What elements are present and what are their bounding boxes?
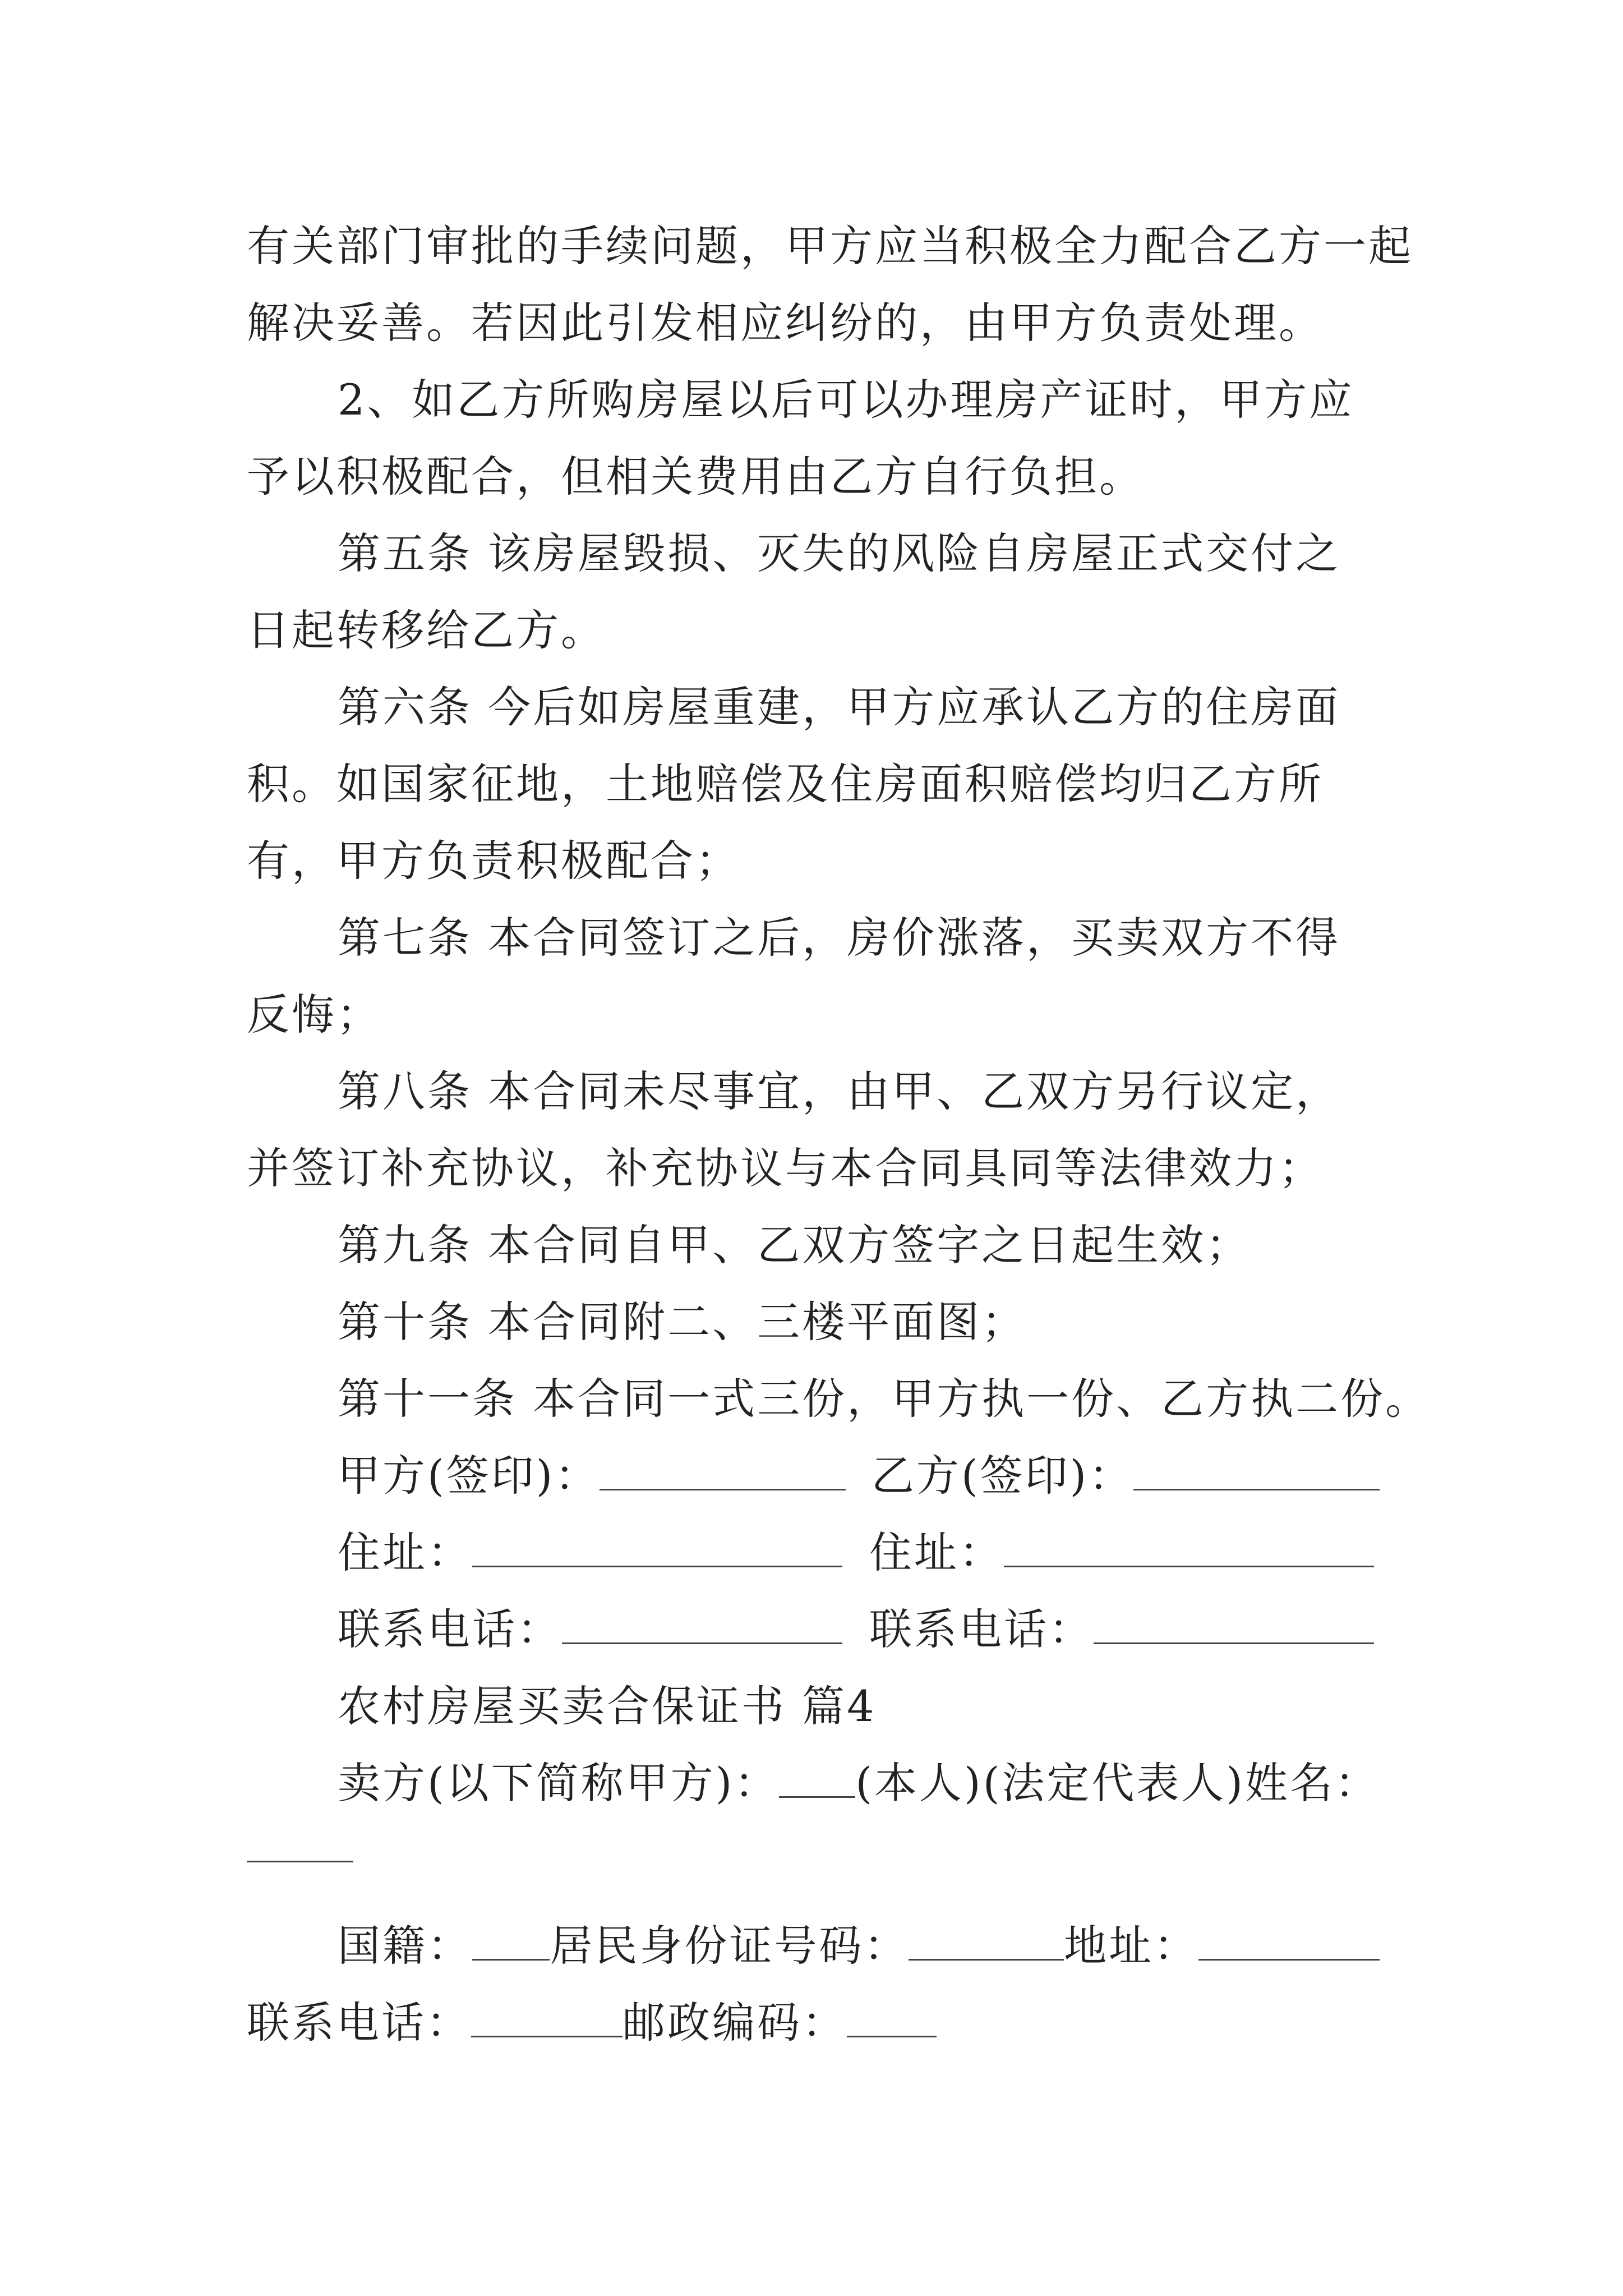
seller-label: 卖方(以下简称甲方)： xyxy=(338,1758,780,1808)
contact-phone-label: 联系电话： xyxy=(247,1998,471,2047)
paragraph-article-6: 第六条 今后如房屋重建，甲方应承认乙方的住房面积。如国家征地，土地赔偿及住房面积赔偿均归乙方所有，甲方负责积极配合； xyxy=(247,682,1341,886)
party-b-address-blank[interactable] xyxy=(1004,1529,1374,1567)
seller-line xyxy=(247,1745,1380,1821)
paragraph-article-5: 第五条 该房屋毁损、灭失的风险自房屋正式交付之日起转移给乙方。 xyxy=(247,528,1341,655)
paragraph-article-7: 第七条 本合同签订之后，房价涨落，买卖双方不得反悔； xyxy=(247,913,1341,1039)
party-b-phone-blank[interactable] xyxy=(1094,1605,1374,1644)
party-a-phone-label: 联系电话： xyxy=(338,1604,562,1654)
seller-name-label: (本人)(法定代表人)姓名： xyxy=(855,1758,1380,1808)
seller-name-blank[interactable] xyxy=(247,1855,353,1862)
party-b-sign-label: 乙方(签印)： xyxy=(871,1451,1134,1501)
document-body xyxy=(247,208,1431,2061)
id-number-label: 居民身份证号码： xyxy=(550,1921,909,1971)
paragraph-clause-2: 2、如乙方所购房屋以后可以办理房产证时，甲方应予以积极配合，但相关费用由乙方自行负担。 xyxy=(247,375,1354,501)
address-row xyxy=(247,1514,1380,1591)
nationality-label: 国籍： xyxy=(338,1921,472,1971)
paragraph-article-11: 第十一条 本合同一式三份，甲方执一份、乙方执二份。 xyxy=(338,1374,1431,1424)
party-b-address-label: 住址： xyxy=(869,1527,1004,1577)
party-b-phone-label: 联系电话： xyxy=(869,1604,1094,1654)
seller-blank[interactable] xyxy=(779,1759,855,1798)
paragraph-continued-line1: 有关部门审批的手续问题，甲方应当积极全力配合乙方一起 xyxy=(247,221,1413,271)
address-label: 地址： xyxy=(1064,1921,1199,1971)
party-a-sign-blank[interactable] xyxy=(600,1452,846,1490)
party-a-address-label: 住址： xyxy=(338,1527,472,1577)
party-a-sign-label: 甲方(签印)： xyxy=(338,1451,600,1501)
paragraph-continued-line2: 解决妥善。若因此引发相应纠纷的，由甲方负责处理。 xyxy=(247,298,1324,348)
paragraph-article-8: 第八条 本合同未尽事宜，由甲、乙双方另行议定，并签订补充协议，补充协议与本合同具同等法律效力； xyxy=(247,1066,1341,1193)
nationality-line xyxy=(247,1907,1380,1984)
address-blank[interactable] xyxy=(1198,1922,1380,1961)
party-a-phone-blank[interactable] xyxy=(562,1605,842,1644)
party-b-sign-blank[interactable] xyxy=(1133,1452,1380,1490)
party-a-address-blank[interactable] xyxy=(472,1529,842,1567)
postal-code-label: 邮政编码： xyxy=(623,1998,847,2047)
phone-row xyxy=(247,1591,1380,1668)
postal-code-blank[interactable] xyxy=(847,1999,937,2037)
paragraph-article-10: 第十条 本合同附二、三楼平面图； xyxy=(338,1297,1027,1347)
nationality-blank[interactable] xyxy=(472,1922,550,1961)
contact-phone-blank[interactable] xyxy=(471,1999,623,2037)
signature-row xyxy=(247,1437,1380,1514)
id-number-blank[interactable] xyxy=(909,1922,1064,1961)
section-title: 农村房屋买卖合保证书 篇4 xyxy=(338,1681,877,1731)
contact-line xyxy=(247,1984,1380,2061)
paragraph-article-9: 第九条 本合同自甲、乙双方签字之日起生效； xyxy=(338,1220,1251,1270)
